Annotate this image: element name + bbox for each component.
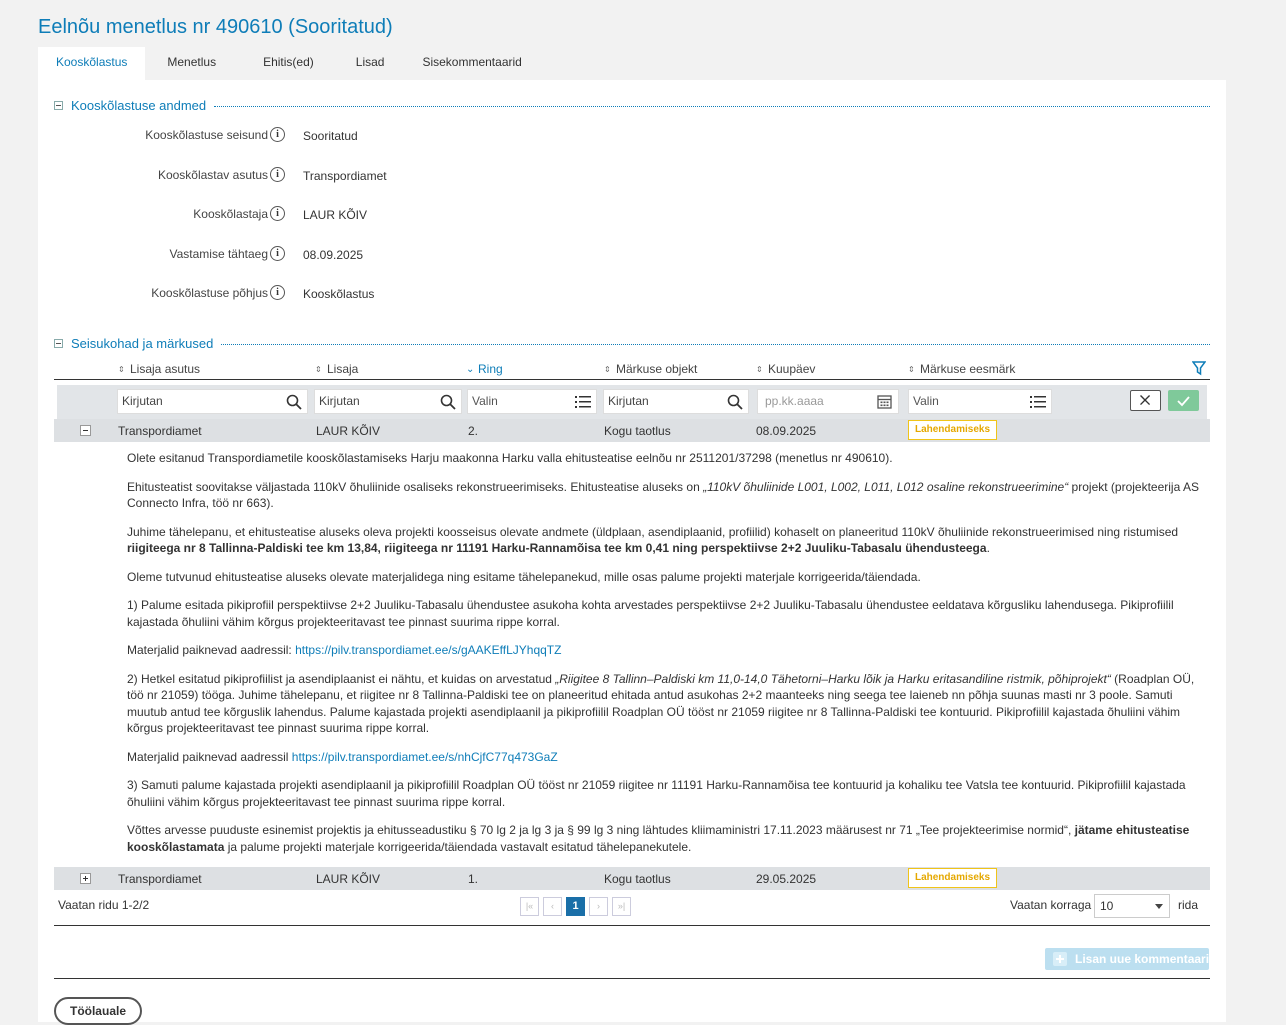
rows-label: rida [1178, 898, 1199, 912]
remarks-grid [54, 358, 1210, 926]
section-divider [214, 106, 1210, 107]
grid-header [54, 358, 1210, 380]
comment-paragraph: Võttes arvesse puuduste esinemist projektis ja ehitusseadustiku § 70 lg 2 ja lg 3 ja § 99 lg 3 ning lähtudes kliimaministri 17.11.2023 määrusest nr 71 „Tee projekteerimise normid“, jätame ehitusteatise kooskõlastamata ja palume projekti materjale korrigeerida/täiendada vastavalt esitatud tähelepanekutele. [127, 823, 1190, 854]
cell-asutus: Transpordiamet [118, 424, 202, 438]
field-pohjus [38, 284, 638, 304]
materials-link-2[interactable]: https://pilv.transpordiamet.ee/s/nhCjfC77q473GaZ [291, 749, 558, 764]
column-header-ring[interactable]: ⌄ Ring [466, 362, 503, 376]
cell-objekt: Kogu taotlus [604, 424, 671, 438]
info-icon[interactable]: i [270, 206, 285, 221]
check-icon [1168, 390, 1199, 411]
info-icon[interactable]: i [270, 127, 285, 142]
sort-icon: ⇕ [118, 365, 125, 374]
tab-bar [38, 47, 540, 80]
column-header-kuupaev[interactable]: ⇕ Kuupäev [756, 362, 816, 376]
filter-kuupaev-input[interactable]: pp.kk.aaaa [757, 389, 899, 414]
filter-icon[interactable] [1192, 361, 1206, 376]
field-label: Vastamise tähtaeg [169, 247, 268, 261]
column-header-lisaja[interactable]: ⇕ Lisaja [315, 362, 359, 376]
table-row[interactable] [54, 419, 1210, 442]
pager-bar [54, 890, 1210, 926]
cell-kuupaev: 29.05.2025 [756, 872, 817, 886]
footer-divider [54, 978, 1210, 979]
main-panel [38, 80, 1226, 1022]
column-header-eesmark[interactable]: ⇕ Märkuse eesmärk [908, 362, 1016, 376]
comment-paragraph: Materjalid paiknevad aadressil https://pilv.transpordiamet.ee/s/nhCjfC77q473GaZ [127, 749, 558, 764]
sort-desc-icon: ⌄ [466, 364, 475, 375]
details-section-header[interactable] [54, 97, 1210, 113]
remarks-section-header[interactable] [54, 335, 1210, 351]
cell-lisaja: LAUR KÕIV [316, 872, 381, 886]
comment-paragraph: Materjalid paiknevad aadressil: https://pilv.transpordiamet.ee/s/gAAKEffLJYhqqTZ [127, 643, 562, 657]
search-icon [286, 394, 302, 410]
filter-eesmark-select[interactable]: Valin [908, 389, 1052, 414]
clear-filter-button[interactable] [1130, 390, 1161, 411]
list-icon [575, 394, 591, 410]
sort-icon: ⇕ [908, 365, 915, 374]
materials-link-1[interactable]: https://pilv.transpordiamet.ee/s/gAAKEffLJYhqqTZ [295, 643, 562, 657]
add-comment-button[interactable]: Lisan uue kommentaari [1045, 948, 1209, 970]
status-badge: Lahendamiseks [908, 420, 997, 440]
field-tahtaeg [38, 245, 638, 265]
sort-icon: ⇕ [756, 365, 763, 374]
remarks-section-title: Seisukohad ja märkused [71, 335, 214, 351]
info-icon[interactable]: i [270, 246, 285, 261]
field-label: Kooskõlastav asutus [157, 168, 268, 182]
field-kooskolastaja [38, 205, 638, 225]
filter-ring-select[interactable]: Valin [467, 389, 597, 414]
page-button-current[interactable]: 1 [566, 897, 585, 916]
comment-body [54, 442, 1210, 863]
next-page-button[interactable]: › [589, 897, 608, 916]
cell-kuupaev: 08.09.2025 [756, 424, 817, 438]
tab-kooskolastus[interactable]: Kooskõlastus [38, 47, 145, 80]
filter-lisaja-input[interactable]: Kirjutan [314, 389, 462, 414]
comment-paragraph: Juhime tähelepanu, et ehitusteatise aluseks oleva projekti koosseisus olevate andmete (üldplaan, asendiplaanid, profiilid) kohaselt on planeeritud 110kV õhuliinide rekonstrueerimised ning ristumised riigiteega nr 8 Tallinna-Paldiski tee km 13,84, riigiteega nr 11191 Harku-Rannamõisa tee km 0,41 ning perspektiivse 2+2 Juuliku-Tabasalu ühendusteega. [127, 524, 1179, 555]
filter-asutus-input[interactable]: Kirjutan [117, 389, 308, 414]
collapse-icon[interactable] [54, 101, 63, 110]
field-label: Kooskõlastuse põhjus [151, 286, 268, 300]
pagination [520, 897, 635, 916]
tab-ehitised[interactable]: Ehitis(ed) [263, 55, 314, 69]
cell-asutus: Transpordiamet [118, 872, 202, 886]
pager-info: Vaatan ridu 1-2/2 [58, 898, 150, 912]
sort-icon: ⇕ [315, 365, 322, 374]
prev-page-button[interactable]: ‹ [543, 897, 562, 916]
field-label: Kooskõlastuse seisund [145, 128, 268, 142]
field-value: LAUR KÕIV [303, 208, 368, 222]
comment-paragraph: 2) Hetkel esitatud pikiprofiilist ja asendiplaanist ei nähtu, et kuidas on arvestatud „Riigitee 8 Tallinn–Paldiski km 11,0-14,0 Tähetorni–Harku lõik ja Harku eritasandiline ristmik, põhiprojekt“ (Roadplan OÜ, töö nr 21059) tööga. Juhime tähelepanu, et riigitee nr 8 Tallinna-Paldiski tee on planeeritud ehitada antud asukohas 2+2 maanteeks ning seega tee laieneb nn põhja suunas masti nr 3 poole. Samuti muutub antud tee kõrguslik lahendus. Palume kajastada projekti asendiplaanil ja pikiprofiilil Roadplan OÜ tööst nr 21059 riigitee nr 8 Tallinna-Paldiski tee kontuurid. Pikiprofiilil kajastada õhuliini vähim kõrgus projekteeritavast tee pinnast suurima rippe korral. [127, 671, 1195, 735]
field-value: 08.09.2025 [303, 248, 364, 262]
tab-sisekommentaarid[interactable]: Sisekommentaarid [422, 55, 522, 69]
search-icon [440, 394, 456, 410]
field-value: Kooskõlastus [303, 287, 375, 301]
section-divider [221, 344, 1210, 345]
info-icon[interactable]: i [270, 285, 285, 300]
field-value: Transpordiamet [303, 169, 387, 183]
comment-paragraph: Ehitusteatist soovitakse väljastada 110kV õhuliinide osaliseks rekonstrueerimiseks. Ehitusteatise aluseks on „110kV õhuliinide L001, L002, L011, L012 osaline rekonstrueerimine“ projekt (projekteerija AS Connecto Infra, töö nr 663). [127, 479, 1199, 510]
apply-filter-button[interactable] [1168, 390, 1199, 411]
search-icon [727, 394, 743, 410]
plus-icon [1053, 952, 1067, 966]
details-section-title: Kooskõlastuse andmed [71, 97, 207, 113]
chevron-down-icon [1155, 904, 1163, 909]
expand-row-icon[interactable] [80, 873, 91, 884]
close-icon [1131, 391, 1160, 410]
table-row[interactable] [54, 867, 1210, 890]
field-asutus [38, 166, 638, 186]
cell-ring: 1. [468, 872, 479, 886]
comment-paragraph: Olete esitanud Transpordiametile kooskõlastamiseks Harju maakonna Harku valla ehitusteatise eelnõu nr 2511201/37298 (menetlus nr 490610). [127, 451, 893, 465]
cell-ring: 2. [468, 424, 479, 438]
per-page-label: Vaatan korraga [1010, 898, 1092, 912]
sort-icon: ⇕ [604, 365, 611, 374]
first-page-button[interactable]: |« [520, 897, 539, 916]
tab-menetlus[interactable]: Menetlus [167, 55, 217, 69]
filter-bar [57, 385, 1207, 419]
info-icon[interactable]: i [270, 167, 285, 182]
cell-lisaja: LAUR KÕIV [316, 424, 381, 438]
column-header-asutus[interactable]: ⇕ Lisaja asutus [118, 362, 201, 376]
field-value: Sooritatud [303, 129, 358, 143]
field-seisund [38, 126, 638, 146]
filter-objekt-input[interactable]: Kirjutan [603, 389, 749, 414]
back-to-dashboard-button[interactable]: Töölauale [54, 997, 142, 1025]
comment-paragraph: 3) Samuti palume kajastada projekti asendiplaanil ja pikiprofiilil Roadplan OÜ tööst nr 21059 riigitee nr 11191 Harku-Rannamõisa tee kontuurid ja kohaliku tee Vatsla tee kontuurid. Pikiprofiilil kajastada õhuliini vähim kõrgus projekteeritavast tee pinnast suurima rippe korral. [127, 778, 1186, 809]
comment-paragraph: Oleme tutvunud ehitusteatise aluseks olevate materjalidega ning esitame tähelepanekud, mille osas palume projekti materjale korrigeerida/täiendada. [127, 569, 921, 584]
list-icon [1030, 394, 1046, 410]
column-header-objekt[interactable]: ⇕ Märkuse objekt [604, 362, 698, 376]
calendar-icon [877, 394, 893, 410]
cell-objekt: Kogu taotlus [604, 872, 671, 886]
collapse-icon[interactable] [54, 339, 63, 348]
comment-paragraph: 1) Palume esitada pikiprofiil perspektiivse 2+2 Juuliku-Tabasalu ühendustee asukoha kohta arvestades perspektiivse 2+2 Juuliku-Tabasalu ühendustee eeldatava kõrgusliku lahendusega. Pikiprofiilil kajastada õhuliini vähim kõrgus projekteeritavast tee pinnast suurima rippe korral. [127, 598, 1174, 629]
last-page-button[interactable]: »| [612, 897, 631, 916]
status-badge: Lahendamiseks [908, 868, 997, 888]
field-label: Kooskõlastaja [193, 207, 268, 221]
page-title: Eelnõu menetlus nr 490610 (Sooritatud) [38, 16, 393, 38]
per-page-select[interactable]: 10 [1094, 894, 1170, 918]
tab-lisad[interactable]: Lisad [355, 55, 385, 69]
collapse-row-icon[interactable] [80, 425, 91, 436]
